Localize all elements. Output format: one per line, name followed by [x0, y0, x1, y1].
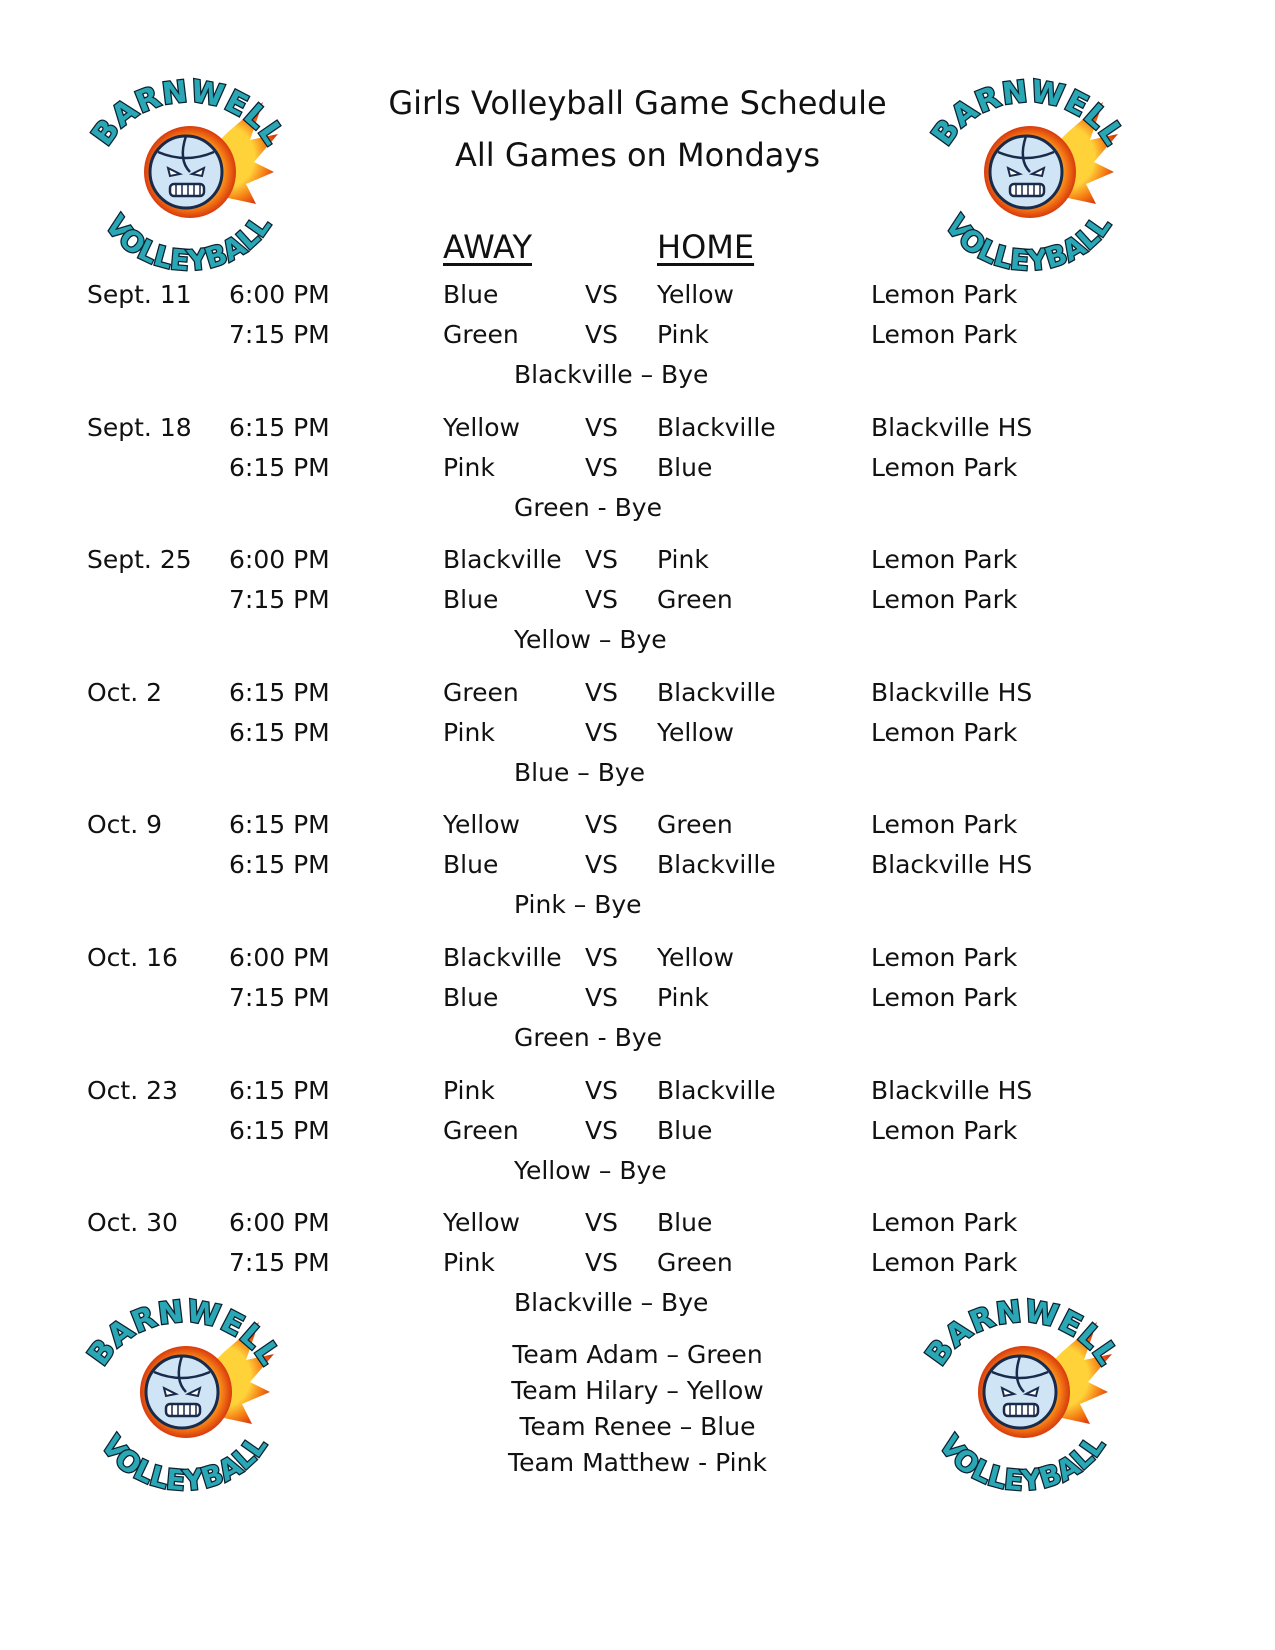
game-time: 6:15 PM — [229, 413, 330, 442]
game-time: 7:15 PM — [229, 585, 330, 614]
game-location: Lemon Park — [871, 983, 1018, 1012]
page-title: Girls Volleyball Game Schedule — [388, 84, 887, 122]
vs-label: VS — [585, 413, 618, 442]
svg-text:BARNWELL: BARNWELL — [81, 1294, 288, 1373]
game-time: 6:00 PM — [229, 943, 330, 972]
away-column-header: AWAY — [443, 228, 532, 266]
game-location: Lemon Park — [871, 453, 1018, 482]
away-team: Pink — [443, 453, 495, 482]
game-location: Lemon Park — [871, 585, 1018, 614]
home-team: Pink — [657, 545, 709, 574]
away-team: Green — [443, 320, 519, 349]
vs-label: VS — [585, 1208, 618, 1237]
bye-team: Blue – Bye — [514, 758, 646, 787]
game-location: Blackville HS — [871, 1076, 1033, 1105]
vs-label: VS — [585, 1076, 618, 1105]
vs-label: VS — [585, 1116, 618, 1145]
home-team: Blackville — [657, 1076, 776, 1105]
game-time: 6:15 PM — [229, 1076, 330, 1105]
bye-team: Yellow – Bye — [514, 1156, 667, 1185]
away-team: Blue — [443, 850, 499, 879]
svg-text:BARNWELL: BARNWELL — [919, 1294, 1126, 1373]
home-team: Pink — [657, 983, 709, 1012]
away-team: Pink — [443, 718, 495, 747]
game-location: Lemon Park — [871, 1208, 1018, 1237]
game-time: 6:00 PM — [229, 280, 330, 309]
home-team: Blue — [657, 453, 713, 482]
away-team: Pink — [443, 1248, 495, 1277]
game-date: Oct. 23 — [87, 1076, 178, 1105]
game-time: 6:00 PM — [229, 1208, 330, 1237]
vs-label: VS — [585, 585, 618, 614]
game-location: Lemon Park — [871, 320, 1018, 349]
away-team: Blackville — [443, 545, 562, 574]
game-date: Oct. 9 — [87, 810, 163, 839]
bye-team: Green - Bye — [514, 1023, 662, 1052]
team-legend-item: Team Hilary – Yellow — [511, 1376, 764, 1405]
home-team: Blackville — [657, 850, 776, 879]
game-time: 7:15 PM — [229, 320, 330, 349]
game-time: 6:15 PM — [229, 718, 330, 747]
home-team: Green — [657, 810, 733, 839]
team-legend-item: Team Matthew - Pink — [508, 1448, 767, 1477]
game-location: Blackville HS — [871, 678, 1033, 707]
away-team: Yellow — [443, 1208, 520, 1237]
bye-team: Blackville – Bye — [514, 1288, 709, 1317]
vs-label: VS — [585, 943, 618, 972]
away-team: Yellow — [443, 810, 520, 839]
vs-label: VS — [585, 678, 618, 707]
away-team: Blue — [443, 280, 499, 309]
vs-label: VS — [585, 453, 618, 482]
game-date: Sept. 18 — [87, 413, 192, 442]
game-location: Lemon Park — [871, 1116, 1018, 1145]
game-time: 6:00 PM — [229, 545, 330, 574]
svg-text:VOLLEYBALL: VOLLEYBALL — [94, 1429, 274, 1492]
home-column-header: HOME — [657, 228, 755, 266]
home-team: Blue — [657, 1116, 713, 1145]
home-team: Yellow — [657, 280, 734, 309]
away-team: Green — [443, 1116, 519, 1145]
game-location: Lemon Park — [871, 545, 1018, 574]
svg-text:VOLLEYBALL: VOLLEYBALL — [938, 209, 1118, 272]
away-team: Blue — [443, 585, 499, 614]
home-team: Blackville — [657, 678, 776, 707]
home-team: Blue — [657, 1208, 713, 1237]
vs-label: VS — [585, 850, 618, 879]
game-date: Oct. 16 — [87, 943, 178, 972]
game-time: 7:15 PM — [229, 1248, 330, 1277]
away-team: Blue — [443, 983, 499, 1012]
game-time: 6:15 PM — [229, 850, 330, 879]
away-team: Blackville — [443, 943, 562, 972]
bye-team: Yellow – Bye — [514, 625, 667, 654]
home-team: Green — [657, 585, 733, 614]
vs-label: VS — [585, 1248, 618, 1277]
game-location: Lemon Park — [871, 280, 1018, 309]
game-location: Lemon Park — [871, 1248, 1018, 1277]
home-team: Green — [657, 1248, 733, 1277]
game-location: Lemon Park — [871, 718, 1018, 747]
vs-label: VS — [585, 718, 618, 747]
svg-text:VOLLEYBALL: VOLLEYBALL — [98, 209, 278, 272]
home-team: Yellow — [657, 718, 734, 747]
game-location: Blackville HS — [871, 850, 1033, 879]
away-team: Green — [443, 678, 519, 707]
team-legend-item: Team Renee – Blue — [519, 1412, 756, 1441]
svg-text:BARNWELL: BARNWELL — [925, 74, 1132, 153]
vs-label: VS — [585, 280, 618, 309]
game-time: 6:15 PM — [229, 810, 330, 839]
svg-text:VOLLEYBALL: VOLLEYBALL — [932, 1429, 1112, 1492]
vs-label: VS — [585, 320, 618, 349]
game-location: Blackville HS — [871, 413, 1033, 442]
game-date: Oct. 2 — [87, 678, 163, 707]
vs-label: VS — [585, 545, 618, 574]
bye-team: Blackville – Bye — [514, 360, 709, 389]
game-time: 6:15 PM — [229, 453, 330, 482]
away-team: Pink — [443, 1076, 495, 1105]
vs-label: VS — [585, 810, 618, 839]
bye-team: Green - Bye — [514, 493, 662, 522]
game-date: Sept. 11 — [87, 280, 192, 309]
game-location: Lemon Park — [871, 810, 1018, 839]
page-subtitle: All Games on Mondays — [455, 136, 820, 174]
svg-text:BARNWELL: BARNWELL — [85, 74, 292, 153]
vs-label: VS — [585, 983, 618, 1012]
away-team: Yellow — [443, 413, 520, 442]
game-location: Lemon Park — [871, 943, 1018, 972]
home-team: Yellow — [657, 943, 734, 972]
game-time: 6:15 PM — [229, 1116, 330, 1145]
home-team: Blackville — [657, 413, 776, 442]
game-time: 6:15 PM — [229, 678, 330, 707]
game-date: Oct. 30 — [87, 1208, 178, 1237]
game-date: Sept. 25 — [87, 545, 192, 574]
home-team: Pink — [657, 320, 709, 349]
game-time: 7:15 PM — [229, 983, 330, 1012]
team-legend-item: Team Adam – Green — [512, 1340, 763, 1369]
bye-team: Pink – Bye — [514, 890, 642, 919]
